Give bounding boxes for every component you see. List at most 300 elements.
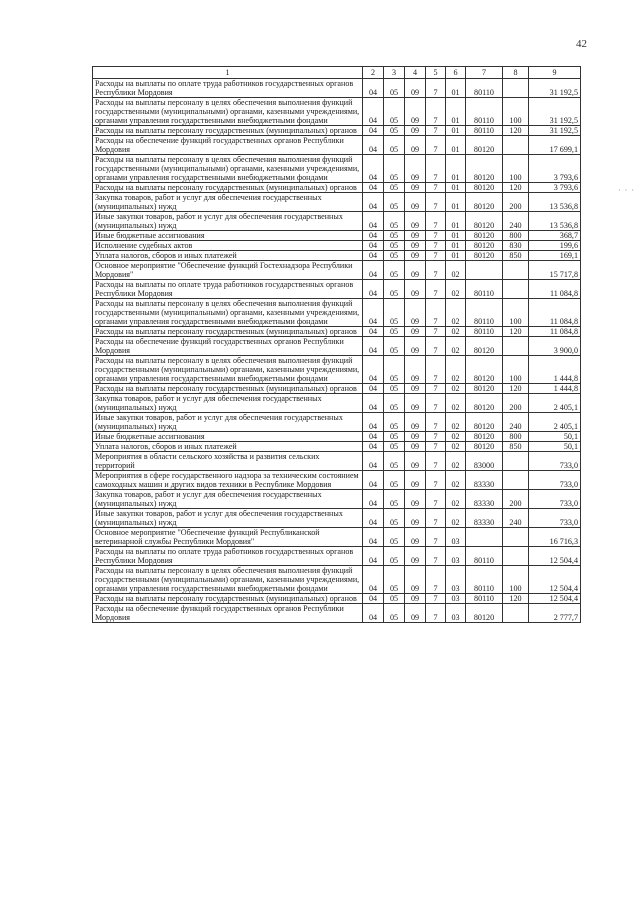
cell-program: 09 [405,566,426,594]
cell-expense-type: 120 [503,126,529,136]
cell-subprogram: 7 [426,356,446,384]
cell-direction: 80120 [466,155,503,183]
cell-amount: 17 699,1 [529,136,581,155]
cell-section: 04 [363,79,384,98]
cell-measure: 02 [446,299,466,327]
cell-expense-type: 100 [503,356,529,384]
page-number: 42 [576,38,587,50]
cell-program: 09 [405,327,426,337]
cell-subprogram: 7 [426,212,446,231]
cell-program: 09 [405,528,426,547]
cell-expense-type [503,604,529,623]
scan-artifact-mark: · · · [618,186,635,195]
row-description: Мероприятия в области сельского хозяйства и развития сельских территорий [93,452,363,471]
cell-section: 04 [363,384,384,394]
cell-subsection: 05 [384,356,405,384]
cell-amount: 733,0 [529,452,581,471]
cell-expense-type [503,337,529,356]
cell-program: 09 [405,193,426,212]
cell-measure: 02 [446,509,466,528]
table-row [93,394,581,413]
cell-direction: 80110 [466,299,503,327]
cell-amount: 733,0 [529,490,581,509]
cell-expense-type [503,136,529,155]
cell-subsection: 05 [384,136,405,155]
cell-measure: 03 [446,528,466,547]
cell-measure: 01 [446,231,466,241]
cell-direction: 80110 [466,126,503,136]
cell-subsection: 05 [384,337,405,356]
cell-subsection: 05 [384,280,405,299]
cell-subprogram: 7 [426,442,446,452]
cell-amount: 733,0 [529,471,581,490]
cell-subprogram: 7 [426,604,446,623]
cell-amount: 12 504,4 [529,547,581,566]
cell-subsection: 05 [384,509,405,528]
cell-amount: 3 793,6 [529,155,581,183]
table-row [93,452,581,471]
cell-amount: 12 504,4 [529,566,581,594]
cell-amount: 16 716,3 [529,528,581,547]
cell-section: 04 [363,566,384,594]
cell-subsection: 05 [384,231,405,241]
cell-measure: 03 [446,547,466,566]
cell-direction: 80120 [466,442,503,452]
cell-program: 09 [405,356,426,384]
cell-measure: 03 [446,566,466,594]
cell-subsection: 05 [384,384,405,394]
cell-section: 04 [363,604,384,623]
cell-program: 09 [405,299,426,327]
cell-subsection: 05 [384,490,405,509]
cell-expense-type: 200 [503,490,529,509]
cell-section: 04 [363,98,384,126]
cell-program: 09 [405,251,426,261]
cell-direction: 80120 [466,136,503,155]
cell-expense-type [503,452,529,471]
cell-subsection: 05 [384,394,405,413]
cell-direction: 83330 [466,471,503,490]
cell-subsection: 05 [384,155,405,183]
row-description: Иные бюджетные ассигнования [93,231,363,241]
cell-program: 09 [405,79,426,98]
cell-section: 04 [363,261,384,280]
table-row [93,241,581,251]
cell-amount: 1 444,8 [529,384,581,394]
cell-amount: 3 900,0 [529,337,581,356]
cell-amount: 50,1 [529,442,581,452]
row-description: Закупка товаров, работ и услуг для обеспечения государственных (муниципальных) нужд [93,490,363,509]
cell-measure: 01 [446,241,466,251]
cell-section: 04 [363,452,384,471]
cell-section: 04 [363,327,384,337]
row-description: Расходы на выплаты по оплате труда работников государственных органов Республики Мордовия [93,547,363,566]
cell-subsection: 05 [384,193,405,212]
table-row [93,299,581,327]
cell-measure: 01 [446,136,466,155]
cell-program: 09 [405,98,426,126]
cell-subprogram: 7 [426,241,446,251]
column-header: 5 [426,67,446,79]
cell-subprogram: 7 [426,452,446,471]
table-row [93,509,581,528]
cell-subprogram: 7 [426,594,446,604]
cell-direction [466,528,503,547]
cell-subsection: 05 [384,594,405,604]
cell-subprogram: 7 [426,251,446,261]
row-description: Расходы на выплаты персоналу государственных (муниципальных) органов [93,126,363,136]
cell-measure: 01 [446,126,466,136]
cell-program: 09 [405,231,426,241]
row-description: Иные закупки товаров, работ и услуг для обеспечения государственных (муниципальных) нужд [93,509,363,528]
column-header: 1 [93,67,363,79]
cell-program: 09 [405,547,426,566]
cell-amount: 368,7 [529,231,581,241]
row-description: Закупка товаров, работ и услуг для обеспечения государственных (муниципальных) нужд [93,394,363,413]
cell-direction: 80120 [466,193,503,212]
cell-direction: 80110 [466,327,503,337]
table-row [93,231,581,241]
cell-subprogram: 7 [426,432,446,442]
table-row [93,126,581,136]
cell-expense-type: 240 [503,413,529,432]
cell-expense-type [503,280,529,299]
cell-subsection: 05 [384,471,405,490]
cell-section: 04 [363,155,384,183]
table-row [93,155,581,183]
cell-expense-type: 240 [503,509,529,528]
cell-section: 04 [363,251,384,261]
cell-direction: 80110 [466,547,503,566]
cell-program: 09 [405,183,426,193]
cell-section: 04 [363,337,384,356]
cell-subsection: 05 [384,432,405,442]
cell-section: 04 [363,183,384,193]
cell-section: 04 [363,394,384,413]
row-description: Расходы на выплаты по оплате труда работников государственных органов Республики Мордовия [93,79,363,98]
cell-expense-type [503,547,529,566]
cell-subprogram: 7 [426,299,446,327]
cell-program: 09 [405,241,426,251]
cell-subsection: 05 [384,604,405,623]
table-row [93,528,581,547]
cell-expense-type: 120 [503,327,529,337]
cell-measure: 01 [446,183,466,193]
cell-subsection: 05 [384,327,405,337]
cell-direction: 80120 [466,212,503,231]
cell-measure: 02 [446,471,466,490]
cell-measure: 02 [446,356,466,384]
table-row [93,183,581,193]
cell-measure: 02 [446,432,466,442]
cell-expense-type: 100 [503,98,529,126]
cell-subprogram: 7 [426,528,446,547]
cell-measure: 01 [446,79,466,98]
row-description: Иные закупки товаров, работ и услуг для обеспечения государственных (муниципальных) нужд [93,212,363,231]
cell-expense-type [503,528,529,547]
cell-subsection: 05 [384,261,405,280]
cell-section: 04 [363,413,384,432]
cell-direction: 80120 [466,604,503,623]
cell-amount: 1 444,8 [529,356,581,384]
cell-direction: 80110 [466,98,503,126]
cell-expense-type: 830 [503,241,529,251]
cell-subprogram: 7 [426,193,446,212]
cell-section: 04 [363,432,384,442]
cell-amount: 3 793,6 [529,183,581,193]
cell-subprogram: 7 [426,394,446,413]
cell-expense-type: 240 [503,212,529,231]
cell-subsection: 05 [384,442,405,452]
row-description: Основное мероприятие "Обеспечение функций Гостехнадзора Республики Мордовия" [93,261,363,280]
cell-subprogram: 7 [426,136,446,155]
cell-amount: 11 084,8 [529,327,581,337]
cell-expense-type: 200 [503,193,529,212]
row-description: Расходы на выплаты персоналу государственных (муниципальных) органов [93,327,363,337]
column-header: 4 [405,67,426,79]
cell-amount: 199,6 [529,241,581,251]
table-header-row [93,67,581,79]
row-description: Иные закупки товаров, работ и услуг для обеспечения государственных (муниципальных) нужд [93,413,363,432]
table-row [93,136,581,155]
cell-measure: 02 [446,280,466,299]
row-description: Расходы на обеспечение функций государственных органов Республики Мордовия [93,136,363,155]
budget-table [92,66,581,623]
cell-subsection: 05 [384,299,405,327]
table-row [93,98,581,126]
cell-section: 04 [363,231,384,241]
row-description: Расходы на выплаты персоналу в целях обеспечения выполнения функций государственными (муниципальными) органами, казенными учреждениями, органами управления государственными внебюджетными фондами [93,566,363,594]
cell-direction: 80120 [466,251,503,261]
cell-measure: 01 [446,98,466,126]
row-description: Расходы на выплаты персоналу государственных (муниципальных) органов [93,384,363,394]
row-description: Расходы на выплаты персоналу в целях обеспечения выполнения функций государственными (муниципальными) органами, казенными учреждениями, органами управления государственными внебюджетными фондами [93,356,363,384]
cell-subprogram: 7 [426,126,446,136]
cell-expense-type: 120 [503,594,529,604]
cell-program: 09 [405,280,426,299]
cell-section: 04 [363,442,384,452]
cell-program: 09 [405,337,426,356]
cell-direction: 80120 [466,231,503,241]
cell-expense-type: 800 [503,231,529,241]
cell-program: 09 [405,212,426,231]
row-description: Уплата налогов, сборов и иных платежей [93,442,363,452]
cell-program: 09 [405,594,426,604]
row-description: Расходы на выплаты персоналу государственных (муниципальных) органов [93,594,363,604]
cell-subprogram: 7 [426,547,446,566]
table-row [93,384,581,394]
cell-section: 04 [363,126,384,136]
row-description: Закупка товаров, работ и услуг для обеспечения государственных (муниципальных) нужд [93,193,363,212]
cell-section: 04 [363,241,384,251]
cell-section: 04 [363,193,384,212]
cell-expense-type: 200 [503,394,529,413]
table-row [93,547,581,566]
table-row [93,193,581,212]
table-row [93,212,581,231]
cell-subsection: 05 [384,547,405,566]
row-description: Расходы на выплаты персоналу государственных (муниципальных) органов [93,183,363,193]
cell-measure: 02 [446,337,466,356]
cell-direction: 80120 [466,183,503,193]
row-description: Расходы на выплаты персоналу в целях обеспечения выполнения функций государственными (муниципальными) органами, казенными учреждениями, органами управления государственными внебюджетными фондами [93,98,363,126]
table-row [93,356,581,384]
cell-section: 04 [363,547,384,566]
table-row [93,261,581,280]
cell-program: 09 [405,413,426,432]
cell-program: 09 [405,261,426,280]
row-description: Расходы на выплаты персоналу в целях обеспечения выполнения функций государственными (муниципальными) органами, казенными учреждениями, органами управления государственными внебюджетными фондами [93,155,363,183]
cell-subprogram: 7 [426,79,446,98]
cell-subprogram: 7 [426,280,446,299]
cell-direction: 80120 [466,337,503,356]
cell-amount: 11 084,8 [529,299,581,327]
cell-subprogram: 7 [426,490,446,509]
cell-amount: 733,0 [529,509,581,528]
cell-direction: 83000 [466,452,503,471]
cell-subsection: 05 [384,528,405,547]
table-row [93,442,581,452]
cell-subprogram: 7 [426,384,446,394]
cell-subprogram: 7 [426,566,446,594]
cell-section: 04 [363,356,384,384]
cell-expense-type: 850 [503,442,529,452]
cell-expense-type [503,79,529,98]
cell-expense-type: 120 [503,183,529,193]
row-description: Расходы на обеспечение функций государственных органов Республики Мордовия [93,337,363,356]
cell-subprogram: 7 [426,231,446,241]
cell-direction: 80110 [466,280,503,299]
cell-measure: 03 [446,604,466,623]
table-row [93,413,581,432]
cell-direction: 80120 [466,384,503,394]
cell-amount: 31 192,5 [529,126,581,136]
cell-section: 04 [363,509,384,528]
cell-subprogram: 7 [426,471,446,490]
cell-measure: 02 [446,384,466,394]
column-header: 3 [384,67,405,79]
cell-subsection: 05 [384,241,405,251]
table-row [93,594,581,604]
cell-measure: 02 [446,490,466,509]
column-header: 2 [363,67,384,79]
cell-program: 09 [405,126,426,136]
cell-measure: 01 [446,193,466,212]
cell-amount: 2 405,1 [529,394,581,413]
cell-direction: 80120 [466,241,503,251]
table-row [93,471,581,490]
cell-section: 04 [363,594,384,604]
cell-subsection: 05 [384,251,405,261]
cell-amount: 31 192,5 [529,98,581,126]
cell-expense-type: 800 [503,432,529,442]
cell-amount: 31 192,5 [529,79,581,98]
cell-direction: 80110 [466,594,503,604]
cell-measure: 01 [446,155,466,183]
row-description: Иные бюджетные ассигнования [93,432,363,442]
cell-section: 04 [363,490,384,509]
table-row [93,604,581,623]
cell-program: 09 [405,452,426,471]
cell-subprogram: 7 [426,183,446,193]
cell-subsection: 05 [384,183,405,193]
column-header: 8 [503,67,529,79]
cell-amount: 2 777,7 [529,604,581,623]
cell-subprogram: 7 [426,261,446,280]
cell-direction: 80120 [466,356,503,384]
table-row [93,251,581,261]
row-description: Мероприятия в сфере государственного надзора за техническим состоянием самоходных машин и других видов техники в Республике Мордовия [93,471,363,490]
cell-subsection: 05 [384,413,405,432]
cell-section: 04 [363,299,384,327]
table-row [93,280,581,299]
cell-section: 04 [363,471,384,490]
cell-subsection: 05 [384,126,405,136]
table-row [93,327,581,337]
cell-subsection: 05 [384,566,405,594]
cell-section: 04 [363,280,384,299]
cell-direction: 80120 [466,432,503,442]
cell-subsection: 05 [384,98,405,126]
cell-subsection: 05 [384,452,405,471]
cell-measure: 02 [446,261,466,280]
cell-subprogram: 7 [426,327,446,337]
cell-amount: 13 536,8 [529,193,581,212]
cell-measure: 02 [446,452,466,471]
cell-measure: 01 [446,212,466,231]
column-header: 9 [529,67,581,79]
cell-subprogram: 7 [426,337,446,356]
cell-measure: 02 [446,327,466,337]
cell-amount: 169,1 [529,251,581,261]
cell-expense-type: 100 [503,299,529,327]
cell-program: 09 [405,136,426,155]
cell-program: 09 [405,442,426,452]
cell-expense-type: 120 [503,384,529,394]
table-row [93,566,581,594]
cell-subprogram: 7 [426,98,446,126]
cell-program: 09 [405,490,426,509]
cell-measure: 02 [446,413,466,432]
cell-direction: 80120 [466,394,503,413]
cell-expense-type: 850 [503,251,529,261]
cell-program: 09 [405,604,426,623]
cell-section: 04 [363,136,384,155]
cell-amount: 50,1 [529,432,581,442]
column-header: 6 [446,67,466,79]
cell-amount: 13 536,8 [529,212,581,231]
row-description: Основное мероприятие "Обеспечение функций Республиканской ветеринарной службы Республики Мордовия" [93,528,363,547]
cell-direction: 83330 [466,490,503,509]
cell-amount: 15 717,8 [529,261,581,280]
cell-direction: 83330 [466,509,503,528]
cell-program: 09 [405,509,426,528]
cell-subprogram: 7 [426,413,446,432]
table-body [93,79,581,623]
cell-section: 04 [363,528,384,547]
row-description: Исполнение судебных актов [93,241,363,251]
cell-expense-type: 100 [503,155,529,183]
cell-direction: 80120 [466,413,503,432]
row-description: Уплата налогов, сборов и иных платежей [93,251,363,261]
row-description: Расходы на выплаты по оплате труда работников государственных органов Республики Мордовия [93,280,363,299]
table-row [93,337,581,356]
cell-section: 04 [363,212,384,231]
cell-measure: 02 [446,442,466,452]
cell-amount: 11 084,8 [529,280,581,299]
cell-program: 09 [405,471,426,490]
cell-program: 09 [405,384,426,394]
